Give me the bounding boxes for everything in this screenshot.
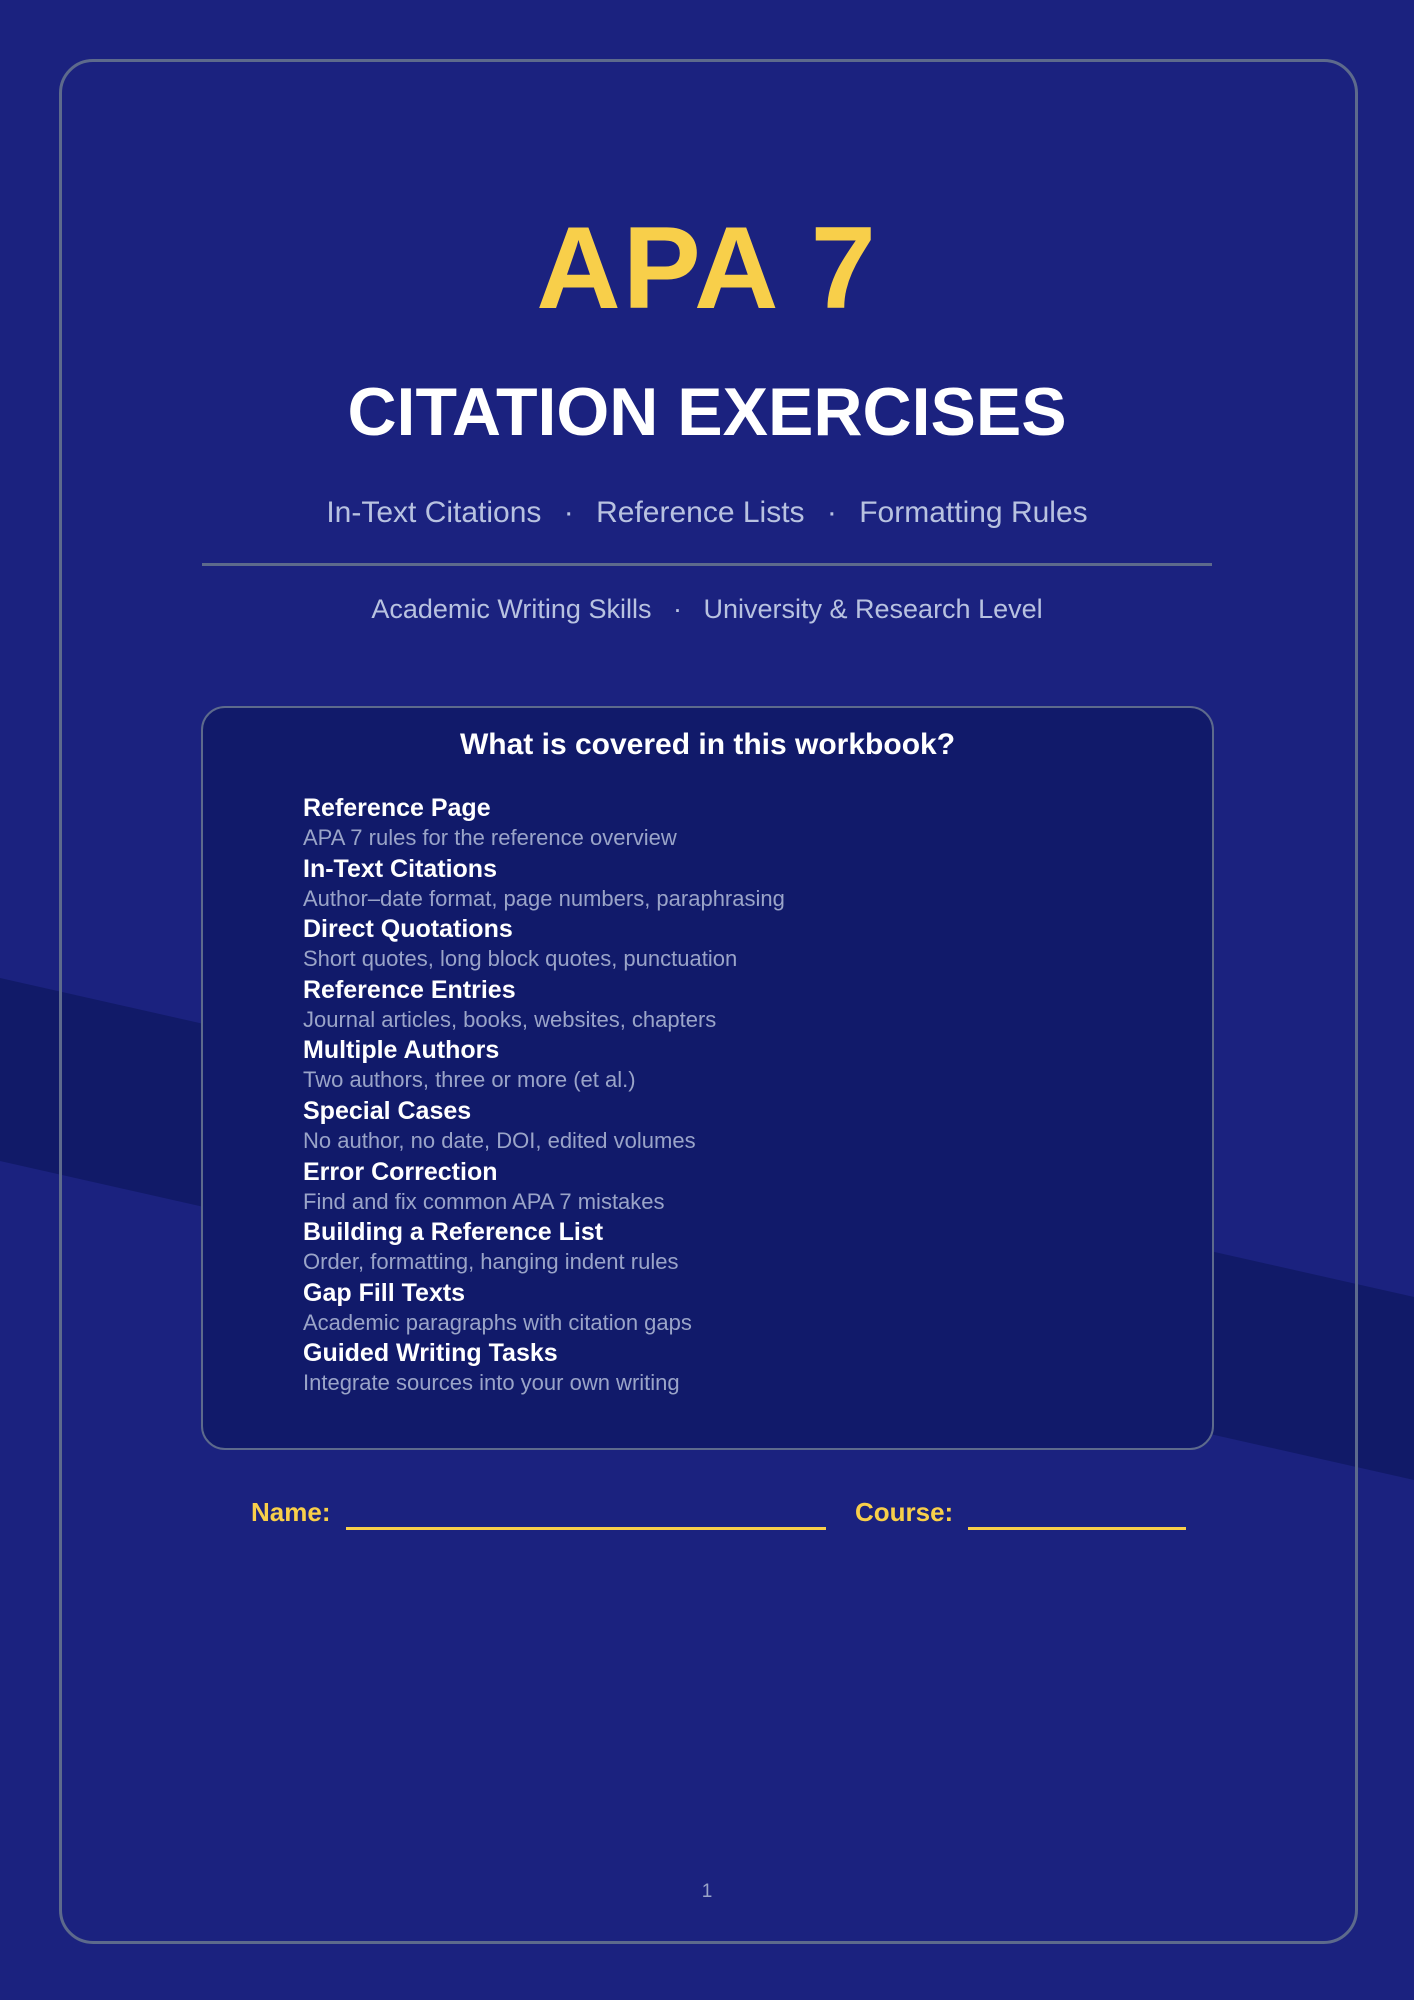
level-skills: Academic Writing Skills [371,594,652,624]
list-item [303,1338,1183,1399]
course-label: Course: [854,1497,954,1527]
list-item [303,1278,1183,1339]
item-description: Two authors, three or more (et al.) [303,1067,636,1093]
item-description: Find and fix common APA 7 mistakes [303,1188,665,1214]
page-number: 1 [701,1881,713,1902]
item-title: Special Cases [303,1096,472,1125]
divider [202,563,1212,566]
topic-formatting-rules: Formatting Rules [859,496,1088,529]
page-subtitle: CITATION EXERCISES [347,374,1067,450]
course-field[interactable] [968,1497,1186,1530]
item-description: Academic paragraphs with citation gaps [303,1309,692,1335]
list-item [303,914,1183,975]
contents-list [303,793,1183,1399]
topic-reference-lists: Reference Lists [596,496,805,529]
name-label: Name: [251,1497,331,1527]
item-title: Reference Page [303,794,491,822]
item-description: Short quotes, long block quotes, punctuation [303,946,738,972]
item-description: No author, no date, DOI, edited volumes [303,1127,696,1153]
list-item [303,975,1183,1036]
list-item [303,1035,1183,1096]
item-description: APA 7 rules for the reference overview [303,825,677,850]
list-item [303,1217,1183,1278]
list-item [303,1096,1183,1157]
level-audience: University & Research Level [703,594,1043,624]
item-title: Guided Writing Tasks [303,1339,558,1368]
list-item [303,1157,1183,1218]
topic-in-text-citations: In-Text Citations [326,496,542,529]
item-title: Multiple Authors [303,1036,500,1065]
name-field[interactable] [346,1497,826,1530]
page-title: APA 7 [536,202,878,333]
item-title: Building a Reference List [303,1218,604,1247]
item-title: Direct Quotations [303,915,513,944]
workbook-contents-panel [201,706,1214,1450]
level-line [0,591,1414,627]
topic-separator: · [563,496,574,529]
level-separator: · [672,594,682,624]
student-info-line [251,1494,1186,1530]
item-description: Order, formatting, hanging indent rules [303,1249,679,1275]
item-title: In-Text Citations [303,854,497,883]
topic-separator: · [826,496,837,529]
item-title: Gap Fill Texts [303,1278,466,1307]
list-item [303,854,1183,915]
topics-line [0,494,1414,532]
item-description: Journal articles, books, websites, chapters [303,1006,717,1032]
contents-heading: What is covered in this workbook? [459,728,956,761]
item-title: Error Correction [303,1157,498,1186]
list-item [303,793,1183,854]
item-description: Author–date format, page numbers, paraphrasing [303,885,785,911]
item-title: Reference Entries [303,975,516,1004]
item-description: Integrate sources into your own writing [303,1370,680,1396]
